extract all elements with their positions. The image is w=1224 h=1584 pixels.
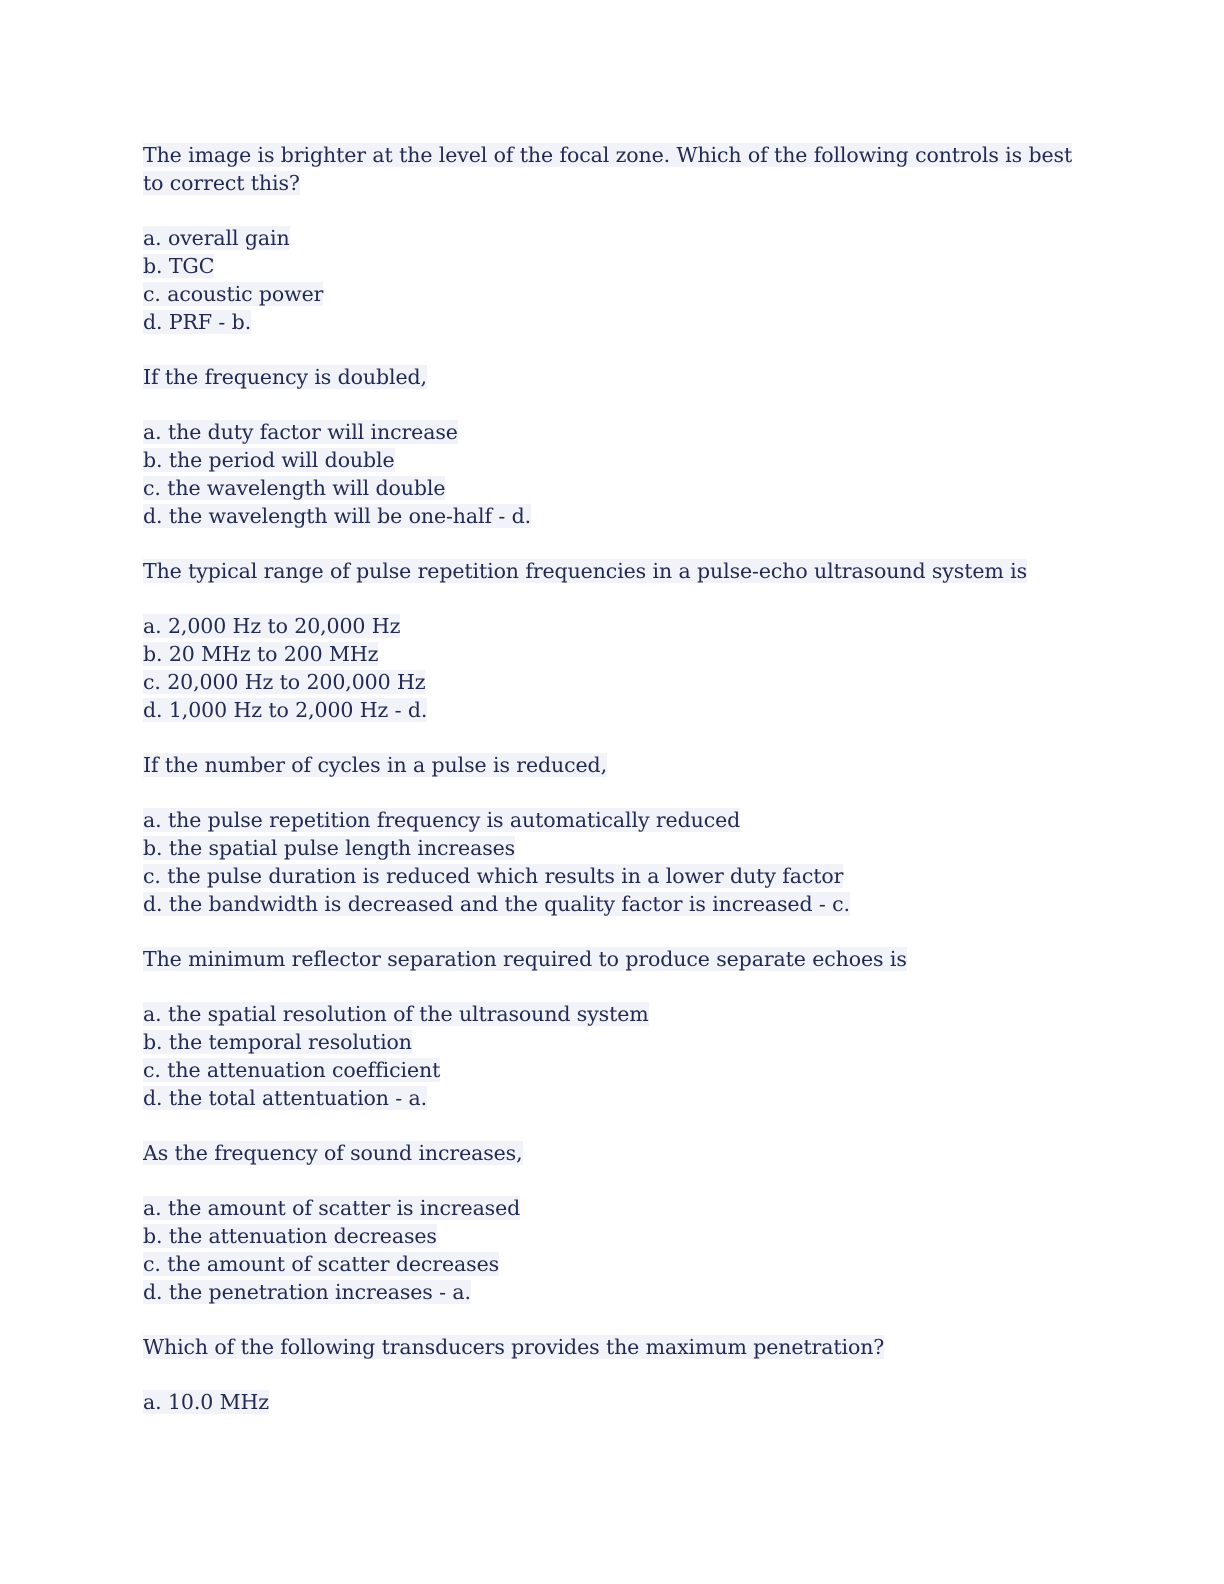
question-text: The image is brighter at the level of the focal zone. Which of the following controls is best to correct this? <box>143 143 1073 195</box>
option-d: d. the total attentuation - a. <box>143 1086 428 1110</box>
option-d: d. the penetration increases - a. <box>143 1280 471 1304</box>
question-text: As the frequency of sound increases, <box>143 1141 523 1165</box>
option-c: c. the attenuation coefficient <box>143 1058 441 1082</box>
question-5 <box>143 945 1103 1112</box>
option-a: a. the duty factor will increase <box>143 420 458 444</box>
option-c: c. the wavelength will double <box>143 476 446 500</box>
option-b: b. the temporal resolution <box>143 1030 412 1054</box>
option-a: a. 10.0 MHz <box>143 1390 269 1414</box>
option-b: b. the spatial pulse length increases <box>143 836 516 860</box>
question-text: If the number of cycles in a pulse is reduced, <box>143 753 607 777</box>
option-list <box>143 612 1103 724</box>
option-list <box>143 1194 1103 1306</box>
option-d: d. PRF - b. <box>143 310 252 334</box>
question-text: The typical range of pulse repetition frequencies in a pulse-echo ultrasound system is <box>143 559 1028 583</box>
option-c: c. acoustic power <box>143 282 324 306</box>
option-list <box>143 224 1103 336</box>
option-d: d. the bandwidth is decreased and the quality factor is increased - c. <box>143 892 850 916</box>
question-text: Which of the following transducers provides the maximum penetration? <box>143 1335 885 1359</box>
question-2 <box>143 363 1103 530</box>
option-a: a. the pulse repetition frequency is automatically reduced <box>143 808 741 832</box>
option-b: b. the attenuation decreases <box>143 1224 437 1248</box>
option-b: b. 20 MHz to 200 MHz <box>143 642 379 666</box>
question-6 <box>143 1139 1103 1306</box>
option-a: a. the amount of scatter is increased <box>143 1196 521 1220</box>
option-c: c. 20,000 Hz to 200,000 Hz <box>143 670 426 694</box>
option-a: a. overall gain <box>143 226 290 250</box>
option-d: d. the wavelength will be one-half - d. <box>143 504 532 528</box>
option-list <box>143 1388 1103 1416</box>
option-c: c. the pulse duration is reduced which results in a lower duty factor <box>143 864 844 888</box>
option-list <box>143 806 1103 918</box>
option-b: b. TGC <box>143 254 215 278</box>
question-text: If the frequency is doubled, <box>143 365 427 389</box>
question-3 <box>143 557 1103 724</box>
option-d: d. 1,000 Hz to 2,000 Hz - d. <box>143 698 428 722</box>
question-4 <box>143 751 1103 918</box>
option-b: b. the period will double <box>143 448 395 472</box>
question-7 <box>143 1333 1103 1416</box>
option-list <box>143 418 1103 530</box>
option-a: a. 2,000 Hz to 20,000 Hz <box>143 614 401 638</box>
question-1 <box>143 141 1103 336</box>
option-a: a. the spatial resolution of the ultrasound system <box>143 1002 649 1026</box>
option-list <box>143 1000 1103 1112</box>
question-text: The minimum reflector separation required to produce separate echoes is <box>143 947 907 971</box>
option-c: c. the amount of scatter decreases <box>143 1252 500 1276</box>
document-page <box>143 141 1103 1443</box>
